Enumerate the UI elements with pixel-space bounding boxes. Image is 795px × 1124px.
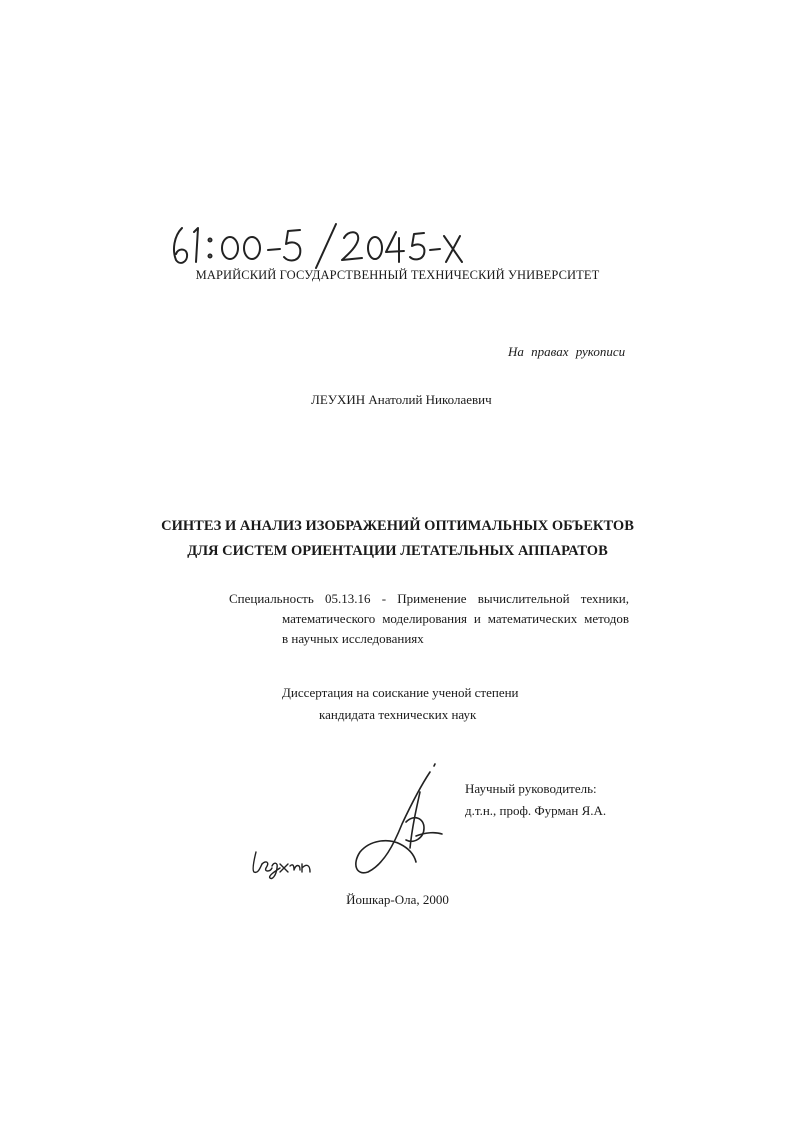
supervisor-block [465, 778, 606, 822]
manuscript-note: На правах рукописи [508, 344, 626, 359]
title-line-1: СИНТЕЗ И АНАЛИЗ ИЗОБРАЖЕНИЙ ОПТИМАЛЬНЫХ ОБЪЕКТОВ [161, 518, 634, 534]
supervisor-name: д.т.н., проф. Фурман Я.А. [465, 803, 607, 818]
handwritten-archive-code [168, 222, 468, 270]
city-year: Йошкар-Ола, 2000 [346, 892, 449, 907]
supervisor-signature [350, 752, 450, 877]
supervisor-label: Научный руководитель: [465, 781, 597, 796]
specialty-line-1: Специальность 05.13.16 - Применение вычислительной техники, [229, 591, 629, 606]
specialty-line-2: математического моделирования и математических методов [282, 611, 629, 626]
degree-line-2: кандидата технических наук [319, 707, 477, 722]
dissertation-title [0, 514, 795, 564]
specialty-line-3: в научных исследованиях [282, 631, 424, 646]
title-line-2: ДЛЯ СИСТЕМ ОРИЕНТАЦИИ ЛЕТАТЕЛЬНЫХ АППАРАТОВ [187, 543, 608, 559]
degree-statement [282, 682, 519, 726]
degree-line-1: Диссертация на соискание ученой степени [282, 685, 519, 700]
specialty-block [229, 589, 629, 649]
author-name: ЛЕУХИН Анатолий Николаевич [311, 392, 492, 407]
author-signature [250, 842, 320, 882]
university-name: МАРИЙСКИЙ ГОСУДАРСТВЕННЫЙ ТЕХНИЧЕСКИЙ УНИВЕРСИТЕТ [195, 268, 600, 282]
